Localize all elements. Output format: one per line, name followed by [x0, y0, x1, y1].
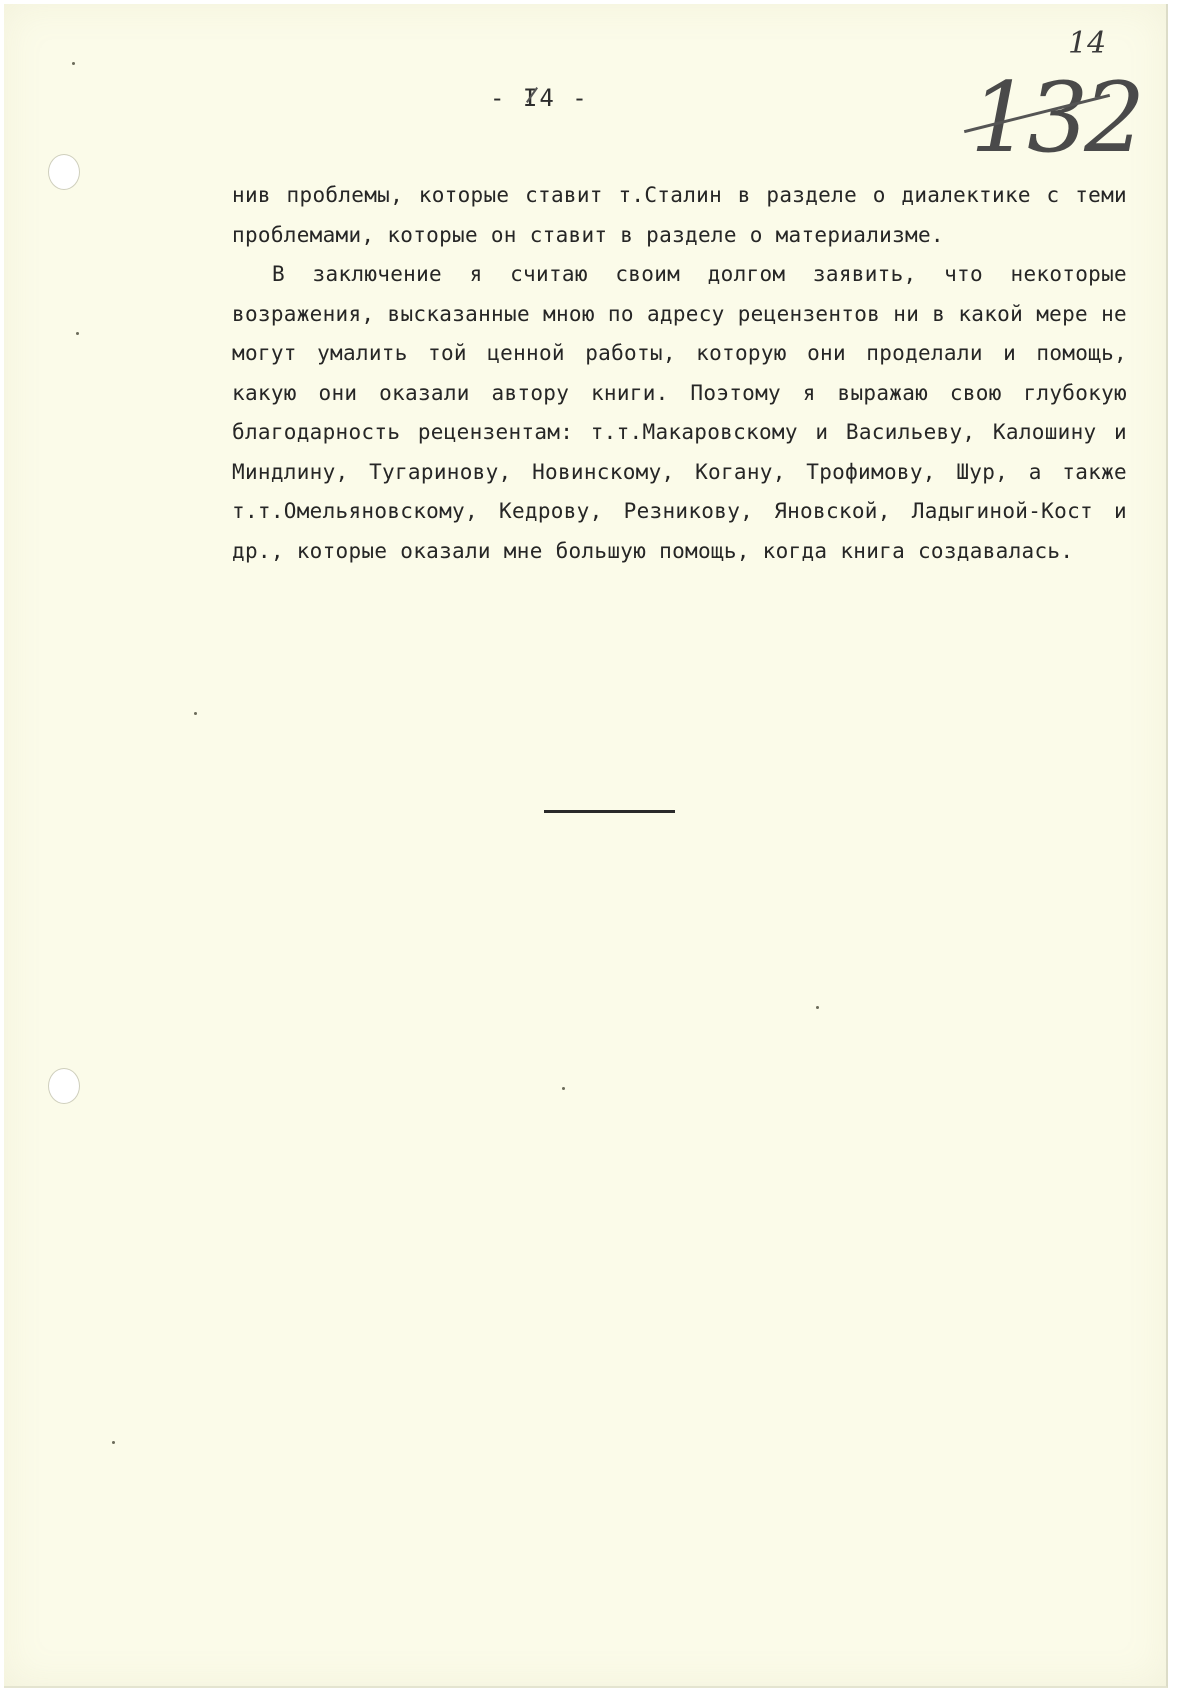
paper-speck	[76, 332, 79, 335]
paper-speck	[72, 62, 75, 65]
punch-hole-bottom	[48, 1068, 80, 1104]
folio-previous: 132	[970, 62, 1142, 174]
folio-current: 14	[1068, 26, 1107, 61]
paragraph-conclusion: В заключение я считаю своим долгом заявить, что некоторые возражения, высказанные мною по адресу рецензентов ни в какой мере не могут умалить той ценной работы, которую они проделали и помощь, какую они оказали автору книги. Поэтому я выражаю свою глубокую благодарность рецензентам: т.т.Макаровскому и Васильеву, Калошину и Миндлину, Тугаринову, Новинскому, Когану, Трофимову, Шур, а также т.т.Омельяновскому, Кедрову, Резникову, Яновской, Ладыгиной-Кост и др., которые оказали мне большую помощь, когда книга создавалась.	[232, 262, 1127, 563]
end-rule	[544, 810, 675, 813]
punch-hole-top	[48, 154, 80, 190]
paper-speck	[816, 1006, 819, 1009]
page-number: - I4 -	[490, 84, 589, 112]
paper-speck	[112, 1441, 115, 1444]
body-text	[232, 176, 1127, 571]
paper-speck	[194, 712, 197, 715]
document-page	[4, 4, 1168, 1688]
paragraph-continuation: нив проблемы, которые ставит т.Сталин в разделе о диалектике с теми проблемами, которые он ставит в разделе о материализме.	[232, 183, 1127, 247]
paper-speck	[562, 1087, 565, 1090]
